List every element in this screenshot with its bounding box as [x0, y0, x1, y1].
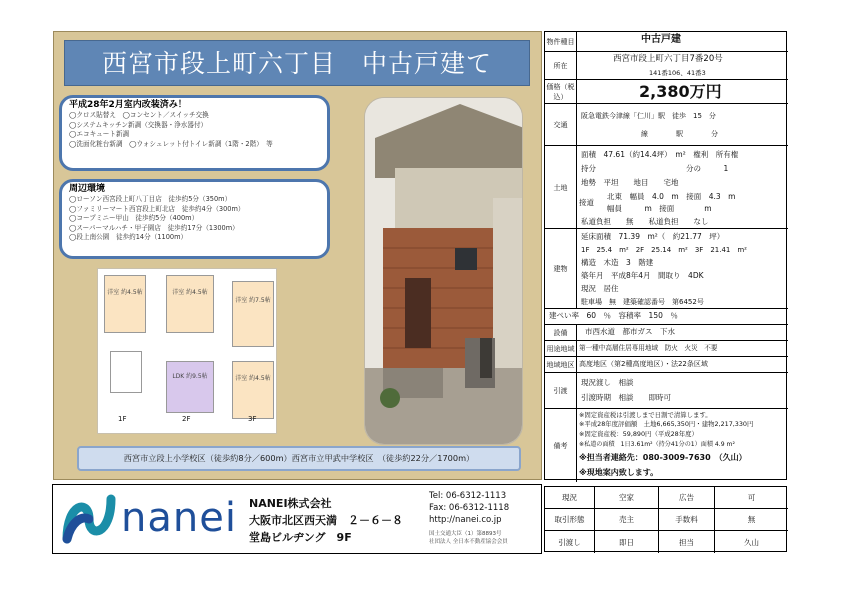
building-parking: 駐車場 無 建築確認番号 第6452号	[581, 298, 704, 306]
renovation-item: ◯システムキッチン新調（交換器・浄水器付）	[69, 120, 208, 129]
utilities-label: 設備	[545, 325, 577, 341]
logo-wordmark: nanei	[121, 495, 237, 541]
remark: ※固定資産税：59,890円（平成28年度）	[579, 430, 698, 438]
handover-2: 引渡時期 相談 即時可	[581, 393, 671, 402]
renovation-item: ◯エコキュート新調	[69, 130, 130, 139]
price-label: 価格（税込）	[545, 80, 577, 104]
room-3f-b: 洋室 約4.5帖	[232, 361, 274, 419]
renovation-heading: 平成28年2月室内改装済み！	[69, 100, 187, 110]
lot-number: 141番106、41番3	[649, 69, 706, 77]
page-title: 西宮市段上町六丁目 中古戸建て	[64, 40, 530, 86]
company-name: NANEI株式会社	[249, 497, 332, 510]
room-1f-a: 洋室 約4.5帖	[104, 275, 146, 333]
row-zoning	[545, 340, 788, 357]
floor-plan	[97, 268, 277, 434]
transport-line-1: 阪急電鉄今津線「仁川」駅 徒歩 15 分	[581, 112, 716, 120]
utilities: 市西水道 都市ガス 下水	[585, 327, 675, 336]
handover-label: 引渡	[545, 373, 577, 409]
company-fax: Fax: 06-6312-1118	[429, 503, 510, 513]
land-share: 持分 分の 1	[581, 164, 729, 173]
company-address-1: 大阪市北区西天満 ２－６－８	[249, 514, 403, 527]
surroundings-item: ◯ファミリーマート西宮段上町北店 徒歩約4分（300m）	[69, 204, 245, 213]
nanei-logo-icon	[61, 493, 117, 545]
tx-cell: 広告	[659, 487, 715, 509]
tx-cell: 即日	[595, 531, 659, 553]
surroundings-heading: 周辺環境	[69, 184, 106, 194]
row-address	[545, 51, 788, 80]
remark: ※私道の面積 1日3.61m²（持分41分の1）面積 4.9 m²	[579, 441, 735, 448]
building-status: 現況 居住	[581, 284, 619, 293]
zoning-label: 用途地域	[545, 341, 577, 357]
row-land	[545, 145, 788, 229]
address-value: 西宮市段上町六丁目7番20号	[613, 54, 723, 64]
type-label: 物件種目	[545, 32, 577, 51]
room-2f-ldk: LDK 約9.5帖	[166, 361, 214, 413]
tx-cell: 取引形態	[545, 509, 595, 531]
transport-label: 交通	[545, 104, 577, 146]
land-status: 地勢 平坦 地目 宅地	[581, 178, 679, 187]
company-url[interactable]: http://nanei.co.jp	[429, 515, 502, 525]
floor-label-1f: 1F	[118, 415, 127, 423]
row-remarks	[545, 408, 788, 482]
remark: ※固定資産税は引渡しまで日割で清算します。	[579, 411, 712, 419]
house-photo	[364, 97, 523, 445]
tx-cell: 売主	[595, 509, 659, 531]
row-transport	[545, 103, 788, 146]
room-3f-a: 洋室 約7.5帖	[232, 281, 274, 347]
surroundings-item: ◯スーパーマルハチ・甲子園店 徒歩約17分（1300m）	[69, 223, 239, 232]
price-value: 2,380万円	[639, 82, 722, 101]
building-built: 築年月 平成8年4月 間取り 4DK	[581, 271, 704, 280]
remarks-label: 備考	[545, 409, 577, 482]
transaction-table	[544, 486, 787, 552]
remark: ※平成28年度評価額 土地6,665,350円・建物2,217,330円	[579, 420, 754, 428]
land-label: 土地	[545, 146, 577, 229]
license-2: 社団法人 全日本不動産協会会員	[429, 539, 508, 545]
surroundings-box	[59, 179, 330, 259]
building-label: 建物	[545, 229, 577, 309]
renovation-item: ◯洗面化粧台新調 ◯ウォシュレット付トイレ新調（1階・2階） 等	[69, 139, 273, 148]
building-structure: 構造 木造 3 階建	[581, 258, 654, 267]
contact-remark: ※担当者連絡先：080-3009-7630 （久山）	[579, 453, 747, 462]
floor-label-3f: 3F	[248, 415, 257, 423]
surroundings-item: ◯ローソン西宮段上町八丁目店 徒歩約5分（350m）	[69, 195, 232, 204]
tx-cell: 手数料	[659, 509, 715, 531]
room-1f-b	[110, 351, 142, 393]
tx-cell: 現況	[545, 487, 595, 509]
license-1: 国土交通大臣（1）第8893号	[429, 531, 502, 537]
tx-cell: 可	[715, 487, 788, 509]
row-coverage	[545, 308, 788, 325]
type-value: 中古戸建	[641, 34, 681, 45]
tx-cell: 無	[715, 509, 788, 531]
row-type	[545, 32, 788, 51]
coverage: 建ぺい率 60 ％ 容積率 150 ％	[549, 311, 678, 320]
road-label: 接道	[579, 198, 594, 207]
room-2f-a: 洋室 約4.5帖	[166, 275, 214, 333]
surroundings-item: ◯コープミニー甲山 徒歩約5分（400m）	[69, 214, 199, 223]
house-photo-image	[365, 98, 523, 445]
tx-cell: 担当	[659, 531, 715, 553]
handover-1: 現況渡し 相談	[581, 378, 634, 387]
tx-cell: 久山	[744, 537, 759, 547]
road-1: 北東 幅員 4.0 m 接面 4.3 m	[607, 192, 736, 201]
company-footer	[52, 484, 542, 554]
guide-remark: ※現地案内致します。	[579, 468, 659, 477]
surroundings-item: ◯段上南公園 徒歩約14分（1100m）	[69, 233, 188, 242]
building-floors: 1F 25.4 m² 2F 25.14 m² 3F 21.41 m²	[581, 246, 747, 254]
district-label: 地域地区	[545, 357, 577, 373]
renovation-box	[59, 95, 330, 171]
property-table	[544, 31, 787, 480]
transport-line-2: 線 駅 分	[641, 130, 718, 138]
road-2: 幅員 m 接面 m	[607, 204, 712, 213]
tx-cell: 空家	[595, 487, 659, 509]
land-area: 面積 47.61（約14.4坪） m² 権利 所有権	[581, 150, 739, 159]
district: 高度地区（第2種高度地区）・法22条区域	[579, 360, 708, 368]
address-label: 所在	[545, 52, 577, 80]
tx-cell: 引渡し	[545, 531, 595, 553]
company-address-2: 堂島ビルヂング 9F	[249, 531, 352, 544]
setback: 私道負担 無 私道負担 なし	[581, 217, 709, 226]
row-utilities	[545, 324, 788, 341]
zoning: 第一種中高層住居専用地域 防火 火災 不要	[579, 344, 718, 352]
floor-label-2f: 2F	[182, 415, 191, 423]
company-tel: Tel: 06-6312-1113	[429, 491, 507, 501]
row-district	[545, 356, 788, 373]
school-district: 西宮市立段上小学校区（徒歩約8分／600m）西宮市立甲武中学校区 （徒歩約22分／1700m）	[77, 446, 521, 471]
building-total: 延床面積 71.39 m²（ 約21.77 坪）	[581, 232, 725, 241]
row-building	[545, 228, 788, 309]
row-handover	[545, 372, 788, 409]
renovation-item: ◯クロス貼替え ◯コンセント／スイッチ交換	[69, 111, 209, 120]
row-price	[545, 79, 788, 104]
